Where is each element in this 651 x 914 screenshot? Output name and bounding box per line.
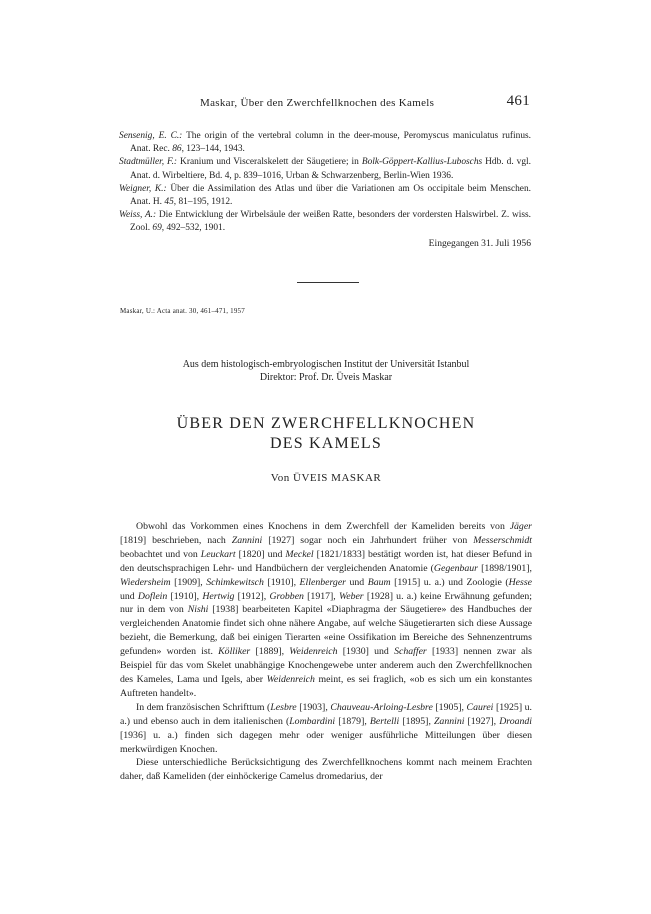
running-head-title: Maskar, Über den Zwerchfellknochen des Kamels xyxy=(200,97,435,109)
reference-author: Weigner, K.: xyxy=(119,183,167,194)
body-paragraph-2: In dem französischen Schrifttum (Lesbre [1903], Chauveau-Arloing-Lesbre [1905], Caurei [1925] u. a.) und ebenso auch in dem italienischen (Lombardini [1879], Bertelli [1895], Zannini [1927], Droandi [1936] u. a.) finden sich dagegen mehr oder weniger ausführliche Mitteilungen über diesen merkwürdigen Knochen. xyxy=(120,701,533,755)
article-body xyxy=(120,520,532,784)
article-title xyxy=(120,414,532,454)
institute-name: Aus dem histologisch-embryologischen Institut der Universität Istanbul xyxy=(182,359,470,370)
reference-entry: Weiss, A.: Die Entwicklung der Wirbelsäule der weißen Ratte, besonders der vordersten Halswirbel. Z. wiss. Zool. 69, 492–532, 1901. xyxy=(119,210,531,234)
received-date: Eingegangen 31. Juli 1956 xyxy=(428,237,531,249)
reference-author: Stadtmüller, F.: xyxy=(119,157,178,168)
reference-entry: Weigner, K.: Über die Assimilation des Atlas und über die Variationen am Os occipitale beim Menschen. Anat. H. 45, 81–195, 1912. xyxy=(119,183,531,208)
reference-list xyxy=(119,130,531,250)
title-line-1: ÜBER DEN ZWERCHFELLKNOCHEN xyxy=(176,415,476,432)
article-citation: Maskar, U.: Acta anat. 30, 461–471, 1957 xyxy=(120,307,245,315)
reference-entry: Sensenig, E. C.: The origin of the vertebral column in the deer-mouse, Peromyscus maniculatus rufinus. Anat. Rec. 86, 123–144, 1943. xyxy=(119,131,531,155)
reference-author: Sensenig, E. C.: xyxy=(119,131,183,141)
institute-director: Direktor: Prof. Dr. Üveis Maskar xyxy=(259,372,393,383)
page-number: 461 xyxy=(506,93,530,109)
reference-author: Weiss, A.: xyxy=(119,210,157,221)
institute-affiliation xyxy=(120,358,532,384)
article-author: Von ÜVEIS MASKAR xyxy=(270,472,382,484)
section-divider xyxy=(297,282,359,283)
title-line-2: DES KAMELS xyxy=(269,435,382,452)
reference-entry: Stadtmüller, F.: Kranium und Visceralskelett der Säugetiere; in Bolk-Göppert-Kallius-Luboschs Hdb. d. vgl. Anat. d. Wirbeltiere, Bd. 4, p. 839–1016, Urban & Schwarzenberg, Berlin-Wien 1936. xyxy=(119,157,531,181)
body-paragraph-1: Obwohl das Vorkommen eines Knochens in dem Zwerchfell der Kameliden bereits von Jäger [1819] beschrieben, nach Zannini [1927] sogar noch ein Jahrhundert früher von Messerschmidt beobachtet und von Leuckart [1820] und Meckel [1821/1833] bestätigt worden ist, hat dieser Befund in den deutschsprachigen Lehr- und Handbüchern der vergleichenden Anatomie (Gegenbaur [1898/1901], Wiedersheim [1909], Schimkewitsch [1910], Ellenberger und Baum [1915] u. a.) und Zoologie (Hesse und Doflein [1910], Hertwig [1912], Grobben [1917], Weber [1928] u. a.) keine Erwähnung gefunden; nur in dem von Nishi [1938] bearbeiteten Kapitel «Diaphragma der Säugetiere» des Handbuches der vergleichenden Anatomie findet sich ohne nähere Angabe, auf welche Säugetierarten sich diese Aussage bezieht, die Bemerkung, daß bei einigen Tierarten «eine Ossifikation im Bereiche des Sehnenzentrums gefunden» worden ist. Kölliker [1889], Weidenreich [1930] und Schaffer [1933] nennen zwar als Beispiel für das vom Skelet unabhängige Knochengewebe unter anderem auch den Zwerchfellknochen des Kameles, Lama und Igels, aber Weidenreich meint, es sei fraglich, «ob es sich um ein konstantes Auftreten handelt». xyxy=(120,521,533,699)
body-paragraph-3: Diese unterschiedliche Berücksichtigung des Zwerchfellknochens kommt nach meinem Erachten daher, daß Kameliden (der einhöckerige Camelus dromedarius, der xyxy=(120,757,532,783)
